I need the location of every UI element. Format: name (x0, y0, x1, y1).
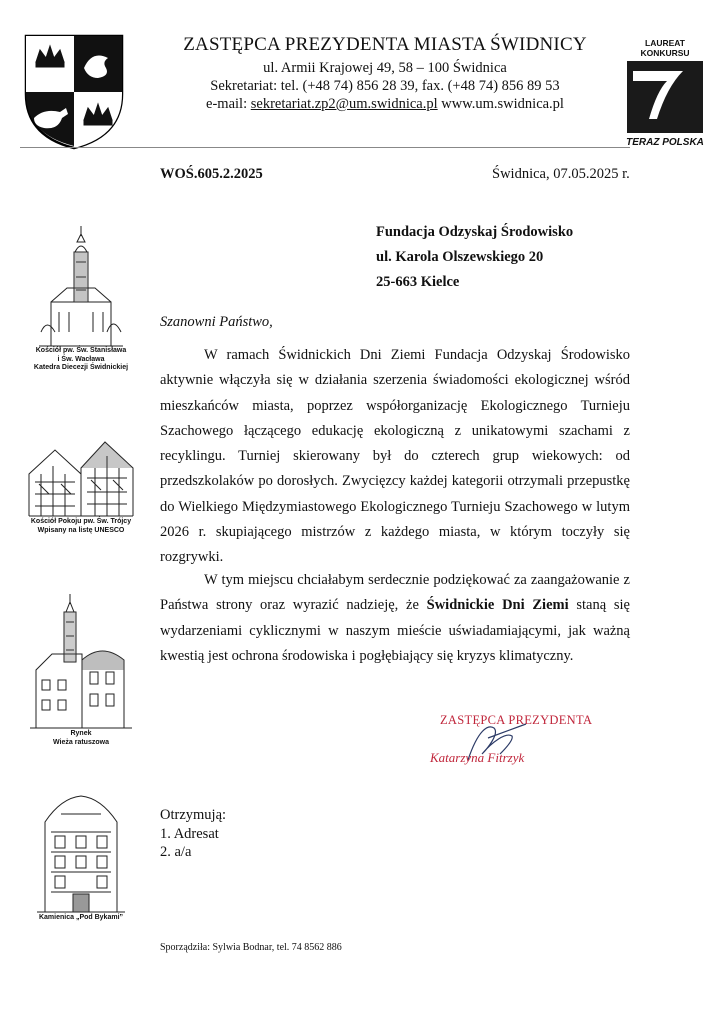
signature-title: ZASTĘPCA PREZYDENTA (440, 713, 593, 727)
letterhead-phone: Sekretariat: tel. (+48 74) 856 28 39, fax. (+48 74) 856 89 53 (210, 78, 560, 94)
caption-line: Rynek (70, 730, 92, 737)
caption-line: Kościół pw. Św. Stanisława (35, 347, 127, 354)
document-date: Świdnica, 07.05.2025 r. (492, 166, 630, 182)
letterhead-contact (160, 96, 610, 113)
church-of-peace-sketch-icon (25, 432, 137, 518)
recipients-list (160, 806, 226, 862)
caption-line: Wpisany na listę UNESCO (37, 526, 125, 534)
recipient-item: 2. a/a (160, 844, 192, 860)
recipients-heading: Otrzymują: (160, 807, 227, 823)
sidebar-church-of-peace (22, 432, 140, 535)
caption-pod-bykami (22, 914, 140, 923)
header-divider (20, 147, 630, 148)
city-coat-of-arms (22, 32, 126, 150)
caption-line: i Św. Wacława (57, 355, 105, 363)
laureat-label: LAUREAT KONKURSU (640, 38, 690, 58)
paragraph-1-text: W ramach Świdnickich Dni Ziemi Fundacja Odzyskaj Środowisko aktywnie włączyła się w działania szerzenia świadomości ekologicznej wśród mieszkańców miasta, poprzez współorganizację Ekologicznego Turnieju Szachowego łączącego edukację ekologiczną z unikatowymi szachami z recyklingu. Turniej skierowany był do czterech grup wiekowych: od przedszkolaków po dorosłych. Zwycięzcy każdej kategorii otrzymali przepustkę do Wielkiego Międzymiastowego Ekologicznego Turnieju Szachowego w lutym 2026 r. skupiającego mistrzów z każdego miasta, w którym toczyły się rozgrywki. (160, 347, 630, 566)
caption-church-of-peace (22, 518, 140, 535)
caption-line: Wieża ratuszowa (53, 738, 109, 746)
caption-line: Kościół Pokoju pw. Św. Trójcy (30, 518, 132, 525)
teraz-polska-label: TERAZ POLSKA (626, 137, 704, 148)
sidebar-town-hall (22, 590, 140, 747)
teraz-polska-emblem (623, 38, 707, 150)
signature-name: Katarzyna Fitrzyk (430, 750, 525, 765)
greeting: Szanowni Państwo, (160, 314, 273, 330)
recipient-name: Fundacja Odzyskaj Środowisko (376, 224, 574, 240)
letterhead-title: ZASTĘPCA PREZYDENTA MIASTA ŚWIDNICY (183, 34, 587, 55)
town-hall-sketch-icon (26, 590, 136, 730)
caption-cathedral (22, 347, 140, 373)
body-paragraph-2 (160, 568, 630, 669)
recipient-item: 1. Adresat (160, 825, 219, 842)
email-label: e-mail: (206, 96, 251, 112)
caption-line: Katedra Diecezji Świdnickiej (33, 364, 129, 371)
caption-line: Kamienica „Pod Bykami” (38, 914, 124, 921)
teraz-polska-mark-icon (627, 61, 703, 133)
recipient-street: ul. Karola Olszewskiego 20 (376, 249, 544, 265)
paragraph-2-text (160, 568, 630, 669)
cathedral-sketch-icon (31, 222, 131, 347)
document-reference: WOŚ.605.2.2025 (160, 166, 263, 182)
paragraph-2-part-a: W tym miejscu chciałabym serdecznie podziękować za zaangażowanie z Państwa strony oraz wyrazić nadzieję, że (160, 572, 630, 614)
teraz-polska-logo (627, 61, 703, 133)
caption-town-hall (22, 730, 140, 747)
sidebar-pod-bykami (22, 792, 140, 923)
website-link[interactable]: www.um.swidnica.pl (437, 96, 564, 112)
pod-bykami-house-sketch-icon (31, 792, 131, 914)
paragraph-2-part-b: staną się wydarzeniami cyklicznymi w naszym mieście uświadamiającymi, jak ważną kwestią jest ochrona środowiska i pogłębiający się kryzys klimatyczny. (160, 597, 630, 664)
recipient-city: 25-663 Kielce (376, 274, 460, 290)
prepared-by: Sporządziła: Sylwia Bodnar, tel. 74 8562 886 (160, 942, 342, 953)
sidebar-cathedral (22, 222, 140, 373)
letterhead-address: ul. Armii Krajowej 49, 58 – 100 Świdnica (263, 60, 507, 76)
email-link[interactable]: sekretariat.zp2@um.swidnica.pl (250, 96, 438, 112)
body-paragraph-1 (160, 343, 630, 571)
event-name: Świdnickie Dni Ziemi (426, 597, 569, 614)
